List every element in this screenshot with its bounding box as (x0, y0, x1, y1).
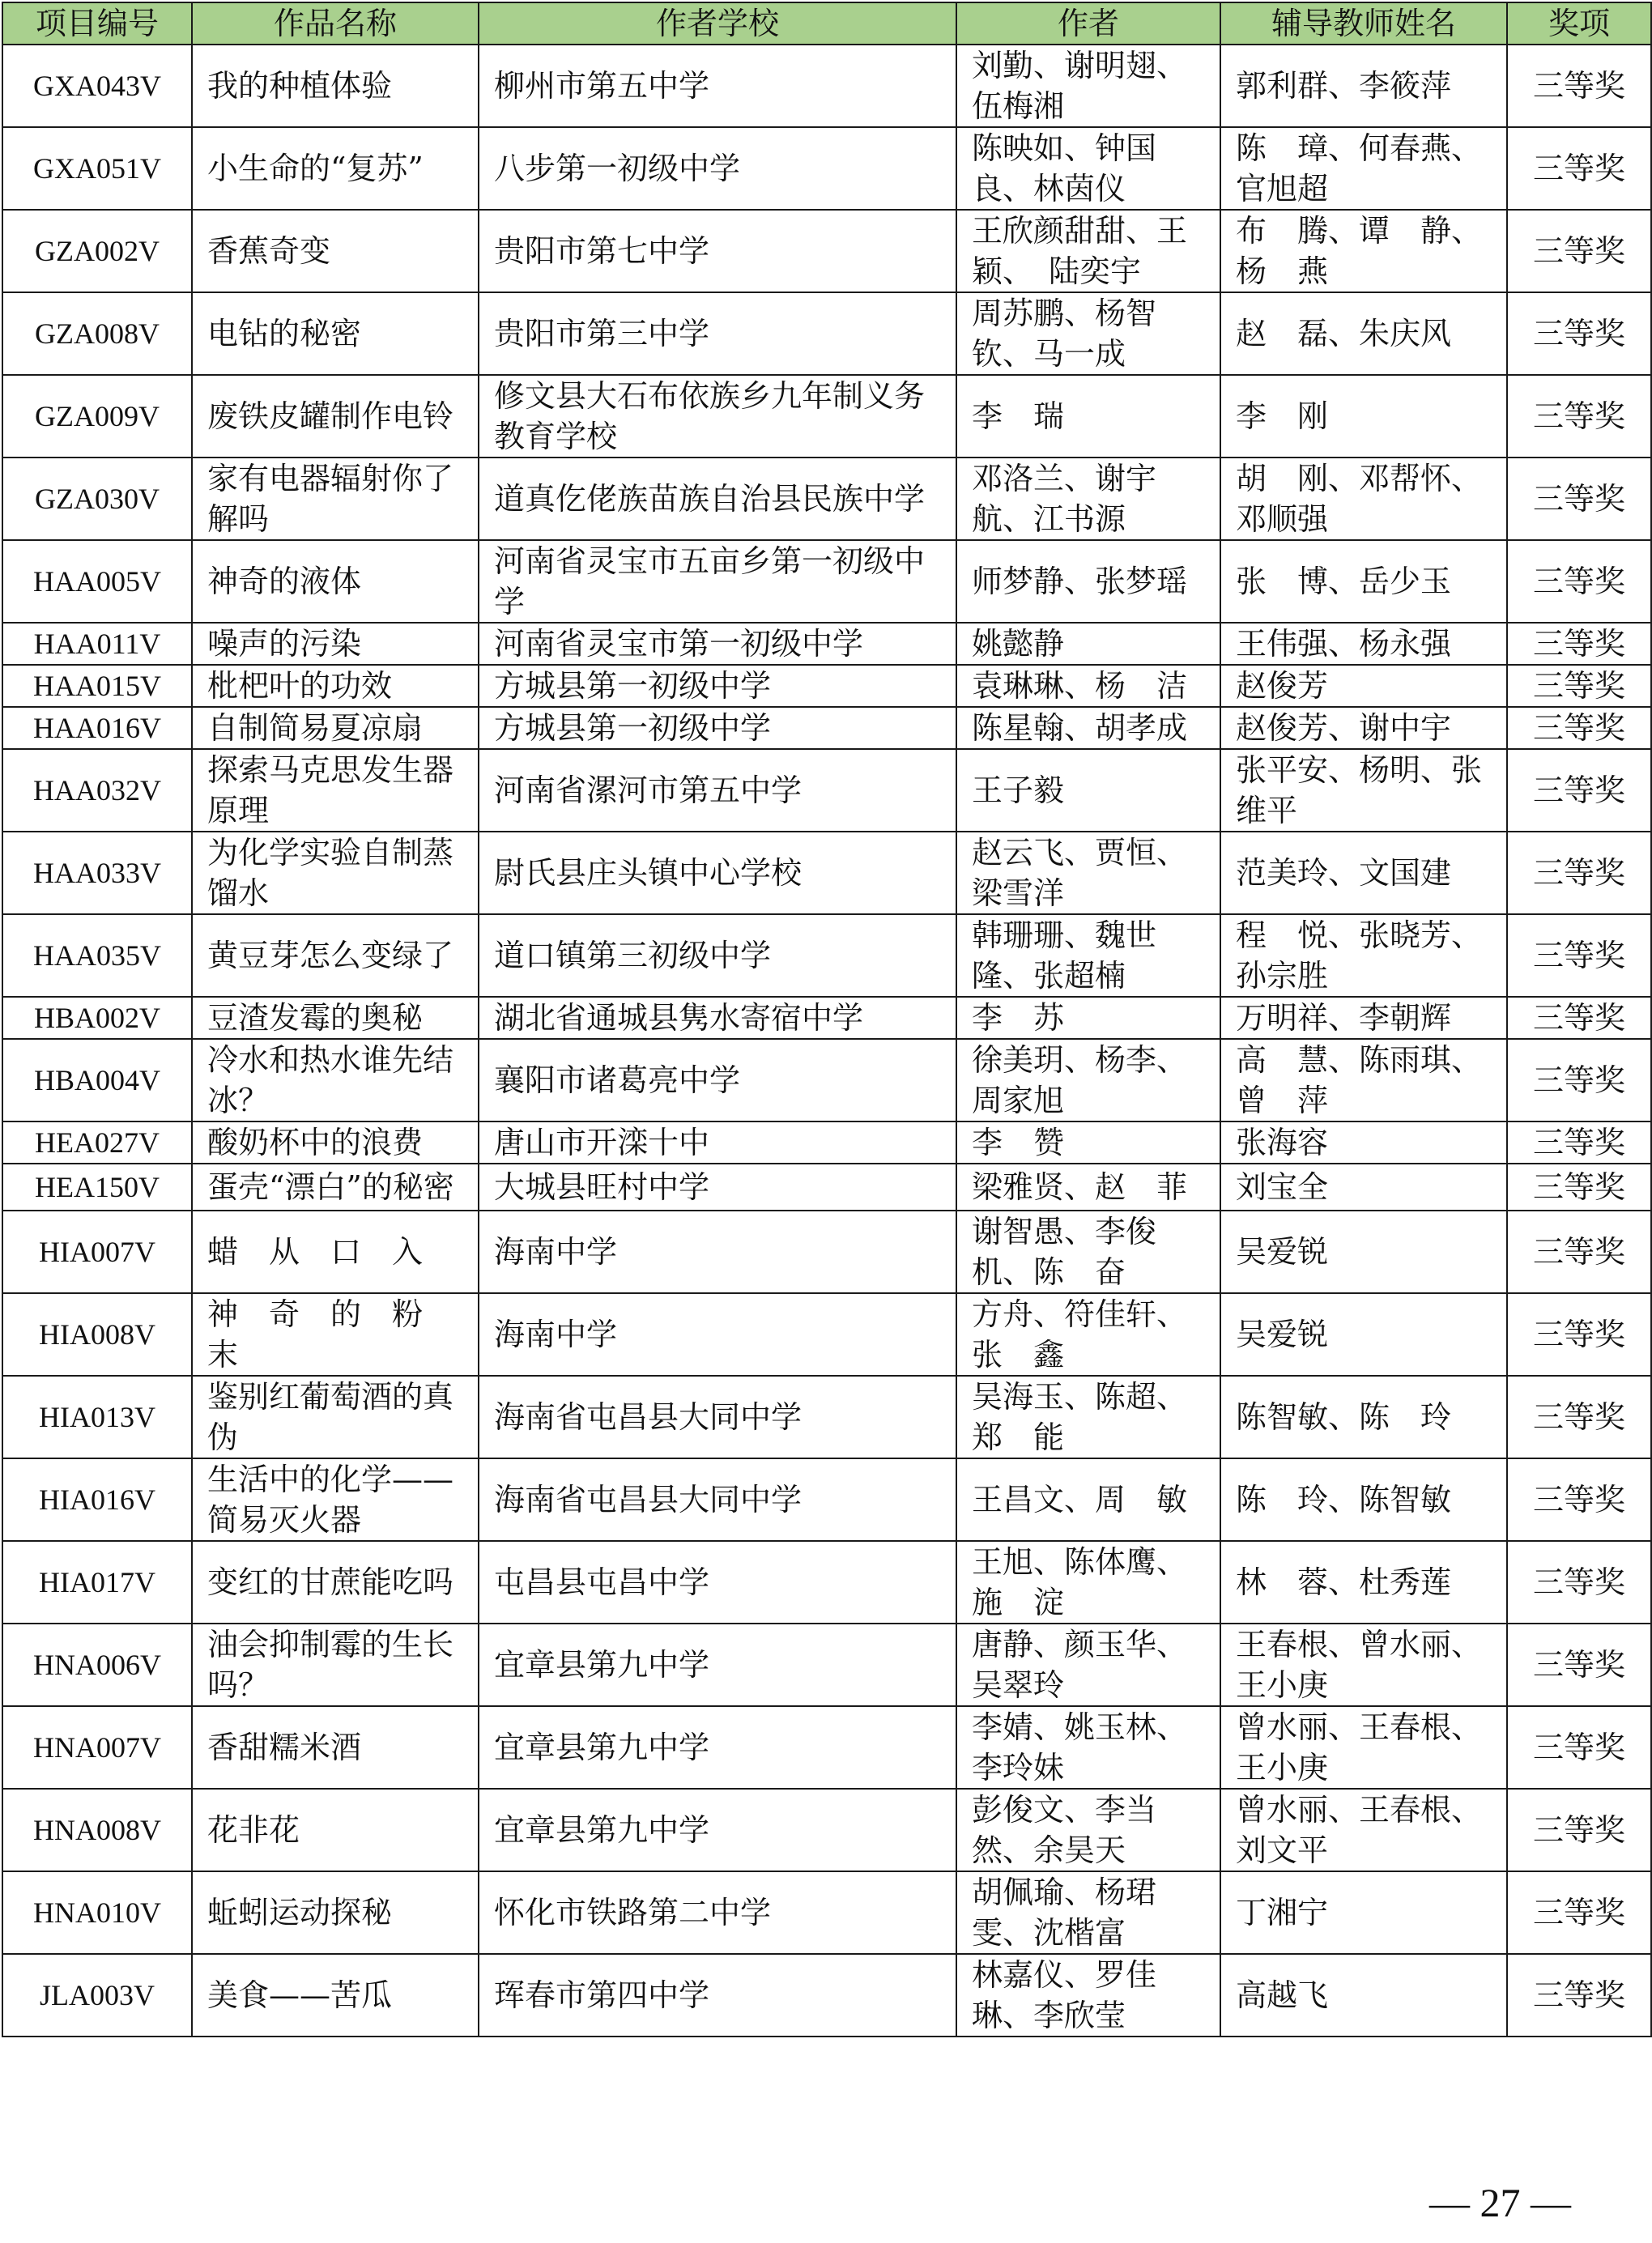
award-cell: 三等奖 (1507, 1039, 1651, 1122)
advisor-names-cell: 高越飞 (1220, 1954, 1507, 2037)
table-body (2, 45, 1651, 2037)
authors-cell: 吴海玉、陈超、郑 能 (956, 1376, 1220, 1458)
work-title-cell: 探索马克思发生器原理 (192, 749, 479, 832)
table-row (2, 540, 1651, 623)
work-title-cell: 鉴别红葡萄酒的真伪 (192, 1376, 479, 1458)
authors-cell: 李 瑞 (956, 375, 1220, 458)
project-code-cell: HNA010V (2, 1871, 192, 1954)
work-title-cell: 噪声的污染 (192, 623, 479, 665)
advisor-names-cell: 林 蓉、杜秀莲 (1220, 1541, 1507, 1624)
advisor-names-cell: 胡 刚、邓帮怀、邓顺强 (1220, 458, 1507, 540)
work-title-cell: 电钻的秘密 (192, 292, 479, 375)
award-cell: 三等奖 (1507, 458, 1651, 540)
advisor-names-cell: 吴爱锐 (1220, 1211, 1507, 1293)
author-school-cell: 唐山市开滦十中 (479, 1122, 956, 1164)
work-title-cell: 香甜糯米酒 (192, 1706, 479, 1789)
author-school-cell: 湖北省通城县隽水寄宿中学 (479, 997, 956, 1039)
author-school-cell: 道真仡佬族苗族自治县民族中学 (479, 458, 956, 540)
project-code-cell: HAA032V (2, 749, 192, 832)
table-row (2, 1706, 1651, 1789)
table-row (2, 45, 1651, 127)
advisor-names-cell: 吴爱锐 (1220, 1293, 1507, 1376)
award-cell: 三等奖 (1507, 540, 1651, 623)
advisor-names-cell: 陈 璋、何春燕、官旭超 (1220, 127, 1507, 210)
author-school-cell: 方城县第一初级中学 (479, 665, 956, 707)
work-title-cell: 小生命的“复苏” (192, 127, 479, 210)
project-code-cell: HIA008V (2, 1293, 192, 1376)
advisor-names-cell: 曾水丽、王春根、王小庚 (1220, 1706, 1507, 1789)
author-school-cell: 珲春市第四中学 (479, 1954, 956, 2037)
work-title-cell: 神奇的液体 (192, 540, 479, 623)
award-cell: 三等奖 (1507, 1164, 1651, 1211)
award-cell: 三等奖 (1507, 1624, 1651, 1706)
table-row (2, 1541, 1651, 1624)
column-header-author-school: 作者学校 (479, 2, 956, 45)
project-code-cell: HIA007V (2, 1211, 192, 1293)
author-school-cell: 宜章县第九中学 (479, 1624, 956, 1706)
authors-cell: 梁雅贤、赵 菲 (956, 1164, 1220, 1211)
authors-cell: 李 苏 (956, 997, 1220, 1039)
work-title-cell: 花非花 (192, 1789, 479, 1871)
authors-cell: 李 赞 (956, 1122, 1220, 1164)
advisor-names-cell: 王伟强、杨永强 (1220, 623, 1507, 665)
advisor-names-cell: 赵俊芳 (1220, 665, 1507, 707)
table-row (2, 1293, 1651, 1376)
column-header-award: 奖项 (1507, 2, 1651, 45)
project-code-cell: HBA004V (2, 1039, 192, 1122)
table-row (2, 1789, 1651, 1871)
project-code-cell: HNA007V (2, 1706, 192, 1789)
award-cell: 三等奖 (1507, 1541, 1651, 1624)
authors-cell: 王欣颜甜甜、王颖、 陆奕宇 (956, 210, 1220, 292)
award-cell: 三等奖 (1507, 914, 1651, 997)
advisor-names-cell: 郭利群、李筱萍 (1220, 45, 1507, 127)
advisor-names-cell: 万明祥、李朝辉 (1220, 997, 1507, 1039)
authors-cell: 刘勤、谢明翅、伍梅湘 (956, 45, 1220, 127)
project-code-cell: HAA011V (2, 623, 192, 665)
project-code-cell: HAA033V (2, 832, 192, 914)
author-school-cell: 贵阳市第七中学 (479, 210, 956, 292)
award-cell: 三等奖 (1507, 375, 1651, 458)
project-code-cell: HIA017V (2, 1541, 192, 1624)
award-cell: 三等奖 (1507, 210, 1651, 292)
work-title-cell: 神 奇 的 粉 末 (192, 1293, 479, 1376)
work-title-cell: 黄豆芽怎么变绿了 (192, 914, 479, 997)
work-title-cell: 自制简易夏凉扇 (192, 707, 479, 749)
authors-cell: 周苏鹏、杨智钦、马一成 (956, 292, 1220, 375)
authors-cell: 赵云飞、贾恒、梁雪洋 (956, 832, 1220, 914)
advisor-names-cell: 刘宝全 (1220, 1164, 1507, 1211)
authors-cell: 方舟、符佳轩、张 鑫 (956, 1293, 1220, 1376)
award-table (2, 2, 1652, 2037)
project-code-cell: HEA150V (2, 1164, 192, 1211)
authors-cell: 袁琳琳、杨 洁 (956, 665, 1220, 707)
authors-cell: 林嘉仪、罗佳琳、李欣莹 (956, 1954, 1220, 2037)
authors-cell: 胡佩瑜、杨珺雯、沈楷富 (956, 1871, 1220, 1954)
author-school-cell: 河南省灵宝市第一初级中学 (479, 623, 956, 665)
advisor-names-cell: 王春根、曾水丽、王小庚 (1220, 1624, 1507, 1706)
project-code-cell: HAA005V (2, 540, 192, 623)
table-row (2, 292, 1651, 375)
work-title-cell: 冷水和热水谁先结冰？ (192, 1039, 479, 1122)
award-cell: 三等奖 (1507, 1376, 1651, 1458)
author-school-cell: 大城县旺村中学 (479, 1164, 956, 1211)
table-row (2, 623, 1651, 665)
table-row (2, 210, 1651, 292)
author-school-cell: 道口镇第三初级中学 (479, 914, 956, 997)
award-cell: 三等奖 (1507, 1293, 1651, 1376)
work-title-cell: 蜡 从 口 入 (192, 1211, 479, 1293)
project-code-cell: GXA051V (2, 127, 192, 210)
project-code-cell: HAA035V (2, 914, 192, 997)
work-title-cell: 油会抑制霉的生长吗？ (192, 1624, 479, 1706)
table-row (2, 707, 1651, 749)
table-row (2, 1211, 1651, 1293)
authors-cell: 徐美玥、杨李、周家旭 (956, 1039, 1220, 1122)
author-school-cell: 襄阳市诸葛亮中学 (479, 1039, 956, 1122)
column-header-work-title: 作品名称 (192, 2, 479, 45)
table-row (2, 1954, 1651, 2037)
table-row (2, 665, 1651, 707)
advisor-names-cell: 陈智敏、陈 玲 (1220, 1376, 1507, 1458)
award-cell: 三等奖 (1507, 1122, 1651, 1164)
author-school-cell: 河南省灵宝市五亩乡第一初级中学 (479, 540, 956, 623)
page-number: — 27 — (1429, 2180, 1571, 2225)
table-row (2, 1164, 1651, 1211)
author-school-cell: 海南省屯昌县大同中学 (479, 1376, 956, 1458)
advisor-names-cell: 范美玲、文国建 (1220, 832, 1507, 914)
advisor-names-cell: 丁湘宁 (1220, 1871, 1507, 1954)
project-code-cell: HAA015V (2, 665, 192, 707)
authors-cell: 师梦静、张梦瑶 (956, 540, 1220, 623)
table-row (2, 1376, 1651, 1458)
table-row (2, 914, 1651, 997)
authors-cell: 王昌文、周 敏 (956, 1458, 1220, 1541)
table-row (2, 1871, 1651, 1954)
project-code-cell: HIA016V (2, 1458, 192, 1541)
award-cell: 三等奖 (1507, 1706, 1651, 1789)
table-row (2, 1122, 1651, 1164)
author-school-cell: 宜章县第九中学 (479, 1789, 956, 1871)
author-school-cell: 方城县第一初级中学 (479, 707, 956, 749)
authors-cell: 彭俊文、李当然、余昊天 (956, 1789, 1220, 1871)
project-code-cell: GZA002V (2, 210, 192, 292)
award-cell: 三等奖 (1507, 1211, 1651, 1293)
award-cell: 三等奖 (1507, 832, 1651, 914)
award-cell: 三等奖 (1507, 997, 1651, 1039)
award-cell: 三等奖 (1507, 127, 1651, 210)
award-cell: 三等奖 (1507, 623, 1651, 665)
award-cell: 三等奖 (1507, 1954, 1651, 2037)
work-title-cell: 香蕉奇变 (192, 210, 479, 292)
award-cell: 三等奖 (1507, 749, 1651, 832)
work-title-cell: 废铁皮罐制作电铃 (192, 375, 479, 458)
table-row (2, 1624, 1651, 1706)
project-code-cell: GZA030V (2, 458, 192, 540)
work-title-cell: 酸奶杯中的浪费 (192, 1122, 479, 1164)
advisor-names-cell: 布 腾、谭 静、杨 燕 (1220, 210, 1507, 292)
work-title-cell: 豆渣发霉的奥秘 (192, 997, 479, 1039)
project-code-cell: HNA008V (2, 1789, 192, 1871)
advisor-names-cell: 张 博、岳少玉 (1220, 540, 1507, 623)
advisor-names-cell: 张平安、杨明、张维平 (1220, 749, 1507, 832)
authors-cell: 唐静、颜玉华、吴翠玲 (956, 1624, 1220, 1706)
column-header-project-code: 项目编号 (2, 2, 192, 45)
work-title-cell: 我的种植体验 (192, 45, 479, 127)
project-code-cell: HBA002V (2, 997, 192, 1039)
author-school-cell: 修文县大石布依族乡九年制义务教育学校 (479, 375, 956, 458)
award-cell: 三等奖 (1507, 1871, 1651, 1954)
award-cell: 三等奖 (1507, 707, 1651, 749)
authors-cell: 陈星翰、胡孝成 (956, 707, 1220, 749)
work-title-cell: 为化学实验自制蒸馏水 (192, 832, 479, 914)
advisor-names-cell: 李 刚 (1220, 375, 1507, 458)
table-row (2, 997, 1651, 1039)
advisor-names-cell: 赵俊芳、谢中宇 (1220, 707, 1507, 749)
table-row (2, 458, 1651, 540)
authors-cell: 王子毅 (956, 749, 1220, 832)
author-school-cell: 海南省屯昌县大同中学 (479, 1458, 956, 1541)
author-school-cell: 河南省漯河市第五中学 (479, 749, 956, 832)
advisor-names-cell: 陈 玲、陈智敏 (1220, 1458, 1507, 1541)
authors-cell: 李婧、姚玉林、李玲妹 (956, 1706, 1220, 1789)
author-school-cell: 贵阳市第三中学 (479, 292, 956, 375)
table-row (2, 1458, 1651, 1541)
author-school-cell: 宜章县第九中学 (479, 1706, 956, 1789)
author-school-cell: 屯昌县屯昌中学 (479, 1541, 956, 1624)
award-cell: 三等奖 (1507, 1789, 1651, 1871)
project-code-cell: GZA008V (2, 292, 192, 375)
author-school-cell: 八步第一初级中学 (479, 127, 956, 210)
header-row (2, 2, 1651, 45)
author-school-cell: 尉氏县庄头镇中心学校 (479, 832, 956, 914)
advisor-names-cell: 曾水丽、王春根、刘文平 (1220, 1789, 1507, 1871)
authors-cell: 王旭、陈体鹰、施 淀 (956, 1541, 1220, 1624)
work-title-cell: 蛋壳“漂白”的秘密 (192, 1164, 479, 1211)
project-code-cell: HIA013V (2, 1376, 192, 1458)
work-title-cell: 生活中的化学——简易灭火器 (192, 1458, 479, 1541)
work-title-cell: 枇杷叶的功效 (192, 665, 479, 707)
table-row (2, 832, 1651, 914)
table-header (2, 2, 1651, 45)
award-cell: 三等奖 (1507, 665, 1651, 707)
work-title-cell: 变红的甘蔗能吃吗 (192, 1541, 479, 1624)
author-school-cell: 海南中学 (479, 1211, 956, 1293)
project-code-cell: HEA027V (2, 1122, 192, 1164)
table-row (2, 375, 1651, 458)
advisor-names-cell: 张海容 (1220, 1122, 1507, 1164)
author-school-cell: 柳州市第五中学 (479, 45, 956, 127)
column-header-advisor-names: 辅导教师姓名 (1220, 2, 1507, 45)
authors-cell: 韩珊珊、魏世隆、张超楠 (956, 914, 1220, 997)
author-school-cell: 怀化市铁路第二中学 (479, 1871, 956, 1954)
authors-cell: 姚懿静 (956, 623, 1220, 665)
project-code-cell: JLA003V (2, 1954, 192, 2037)
project-code-cell: HAA016V (2, 707, 192, 749)
project-code-cell: GZA009V (2, 375, 192, 458)
advisor-names-cell: 高 慧、陈雨琪、曾 萍 (1220, 1039, 1507, 1122)
author-school-cell: 海南中学 (479, 1293, 956, 1376)
work-title-cell: 美食——苦瓜 (192, 1954, 479, 2037)
project-code-cell: GXA043V (2, 45, 192, 127)
column-header-authors: 作者 (956, 2, 1220, 45)
award-cell: 三等奖 (1507, 292, 1651, 375)
award-cell: 三等奖 (1507, 45, 1651, 127)
authors-cell: 邓洛兰、谢宇航、江书源 (956, 458, 1220, 540)
table-row (2, 127, 1651, 210)
table-row (2, 749, 1651, 832)
project-code-cell: HNA006V (2, 1624, 192, 1706)
work-title-cell: 家有电器辐射你了解吗 (192, 458, 479, 540)
award-cell: 三等奖 (1507, 1458, 1651, 1541)
advisor-names-cell: 程 悦、张晓芳、孙宗胜 (1220, 914, 1507, 997)
table-row (2, 1039, 1651, 1122)
work-title-cell: 蚯蚓运动探秘 (192, 1871, 479, 1954)
authors-cell: 谢智愚、李俊机、陈 奋 (956, 1211, 1220, 1293)
authors-cell: 陈映如、钟国良、林茵仪 (956, 127, 1220, 210)
advisor-names-cell: 赵 磊、朱庆风 (1220, 292, 1507, 375)
